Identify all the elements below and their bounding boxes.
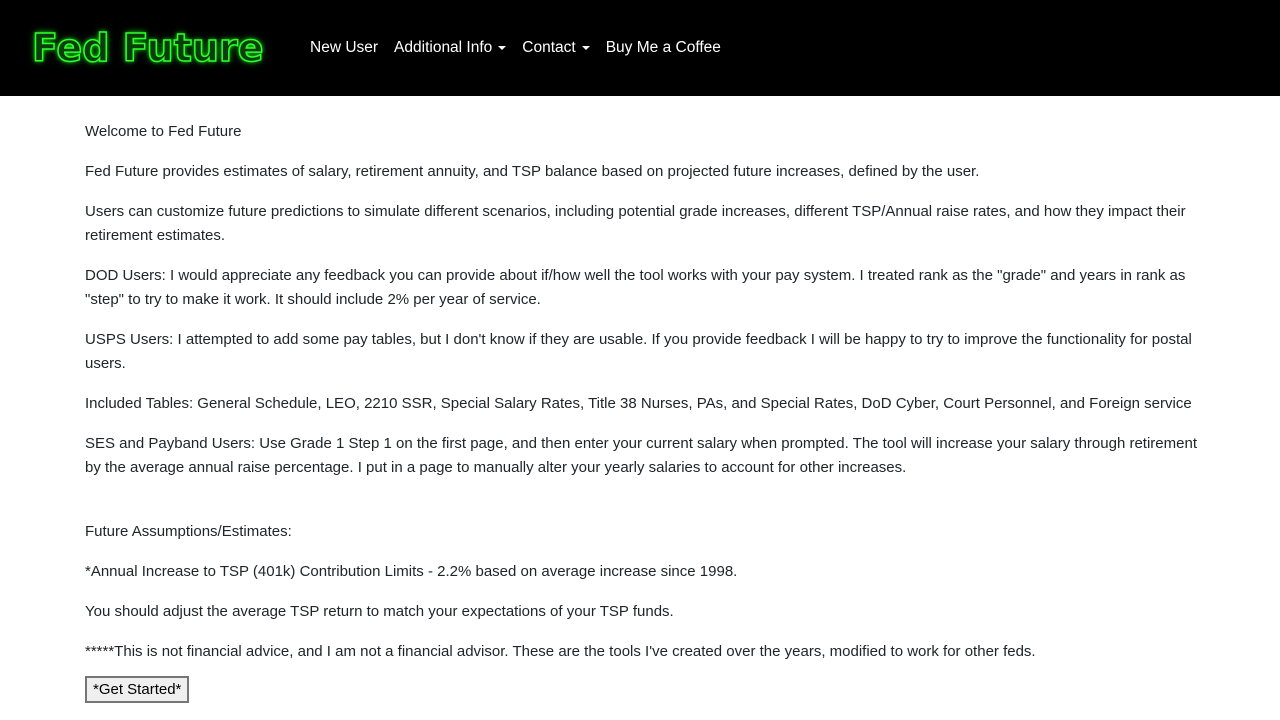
- nav-label: Contact: [522, 39, 576, 56]
- included-tables-paragraph: Included Tables: General Schedule, LEO, 2210 SSR, Special Salary Rates, Title 38 Nurses, PAs, and Special Rates, DoD Cyber, Court Personnel, and Foreign service: [85, 395, 1192, 412]
- nav-contact[interactable]: [514, 39, 597, 57]
- usps-users-paragraph: USPS Users: I attempted to add some pay tables, but I don't know if they are usable. If you provide feedback I will be happy to try to improve the functionality for postal users.: [85, 331, 1192, 372]
- get-started-button[interactable]: *Get Started*: [85, 676, 189, 703]
- customize-paragraph: Users can customize future predictions to simulate different scenarios, including potential grade increases, different TSP/Annual raise rates, and how they impact their retirement estimates.: [85, 203, 1186, 244]
- caret-down-icon: [498, 46, 506, 50]
- nav-label: Additional Info: [394, 39, 493, 56]
- nav-label: New User: [310, 39, 379, 56]
- ses-users-paragraph: SES and Payband Users: Use Grade 1 Step 1 on the first page, and then enter your current salary when prompted. The tool will increase your salary through retirement by the average annual raise percentage. I put in a page to manually alter your yearly salaries to account for other increases.: [85, 435, 1197, 476]
- assumptions-heading: Future Assumptions/Estimates:: [85, 523, 292, 540]
- caret-down-icon: [582, 46, 590, 50]
- main-content: [85, 120, 1197, 703]
- tsp-return-note: You should adjust the average TSP return to match your expectations of your TSP funds.: [85, 603, 674, 620]
- dod-users-paragraph: DOD Users: I would appreciate any feedback you can provide about if/how well the tool works with your pay system. I treated rank as the "grade" and years in rank as "step" to try to make it work. It should include 2% per year of service.: [85, 267, 1186, 308]
- nav-new-user[interactable]: [302, 39, 386, 57]
- nav-menu: [302, 39, 729, 57]
- navbar: [0, 0, 1280, 96]
- disclaimer: *****This is not financial advice, and I am not a financial advisor. These are the tools I've created over the years, modified to work for other feds.: [85, 643, 1036, 660]
- logo[interactable]: Fed Future: [32, 26, 264, 70]
- spacer: [85, 496, 1197, 520]
- tsp-limit-assumption: *Annual Increase to TSP (401k) Contribution Limits - 2.2% based on average increase since 1998.: [85, 563, 738, 580]
- nav-buy-me-a-coffee[interactable]: [598, 39, 729, 57]
- intro-paragraph: Fed Future provides estimates of salary, retirement annuity, and TSP balance based on projected future increases, defined by the user.: [85, 163, 980, 180]
- nav-label: Buy Me a Coffee: [605, 39, 721, 56]
- nav-additional-info[interactable]: [386, 39, 514, 57]
- welcome-heading: Welcome to Fed Future: [85, 123, 242, 140]
